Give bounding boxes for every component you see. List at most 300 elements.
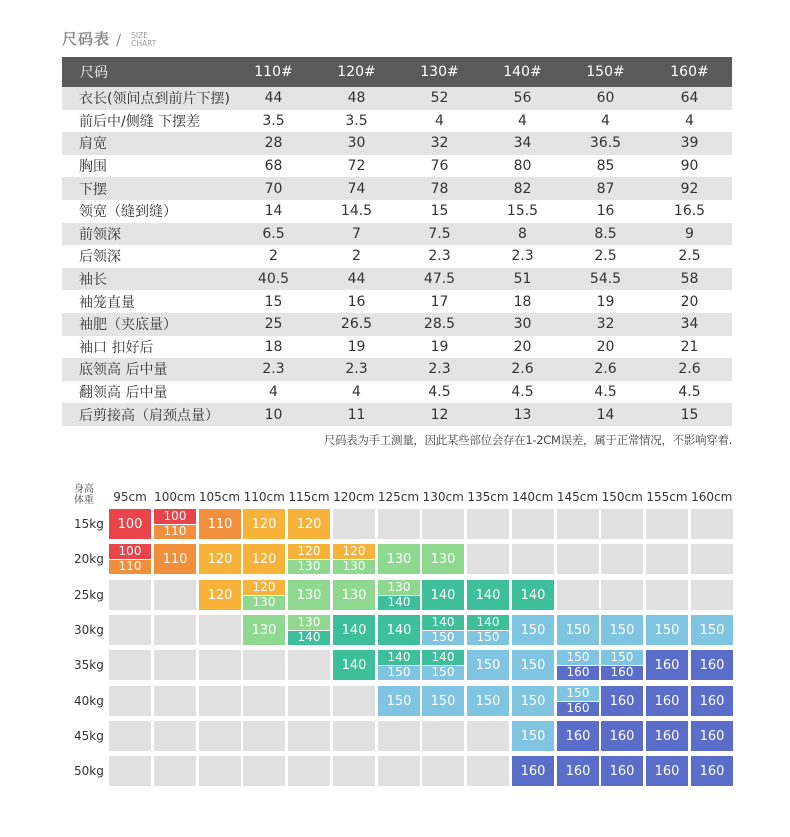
size-label: 120 — [243, 509, 285, 539]
size-label: 150 — [467, 631, 509, 646]
size-cell — [512, 721, 554, 751]
table-cell: 2 — [315, 245, 398, 268]
size-label: 140 — [512, 580, 554, 610]
size-cell — [378, 615, 420, 645]
table-cell: 34 — [481, 132, 564, 155]
table-cell: 78 — [398, 177, 481, 200]
size-cell — [378, 580, 420, 610]
size-label: 160 — [646, 756, 688, 786]
table-cell: 32 — [564, 313, 647, 336]
table-cell: 17 — [398, 290, 481, 313]
table-row — [62, 200, 732, 223]
table-cell: 16 — [564, 200, 647, 223]
measurement-label: 下摆 — [62, 177, 232, 200]
size-label: 130 — [422, 544, 464, 574]
size-cell — [512, 686, 554, 716]
size-label: 140 — [288, 631, 330, 646]
table-cell: 26.5 — [315, 313, 398, 336]
table-row — [62, 155, 732, 178]
measurement-label: 袖笼直量 — [62, 290, 232, 313]
empty-cell — [154, 580, 196, 610]
size-cell — [467, 615, 509, 645]
table-cell: 2.3 — [481, 245, 564, 268]
table-cell: 2.5 — [647, 245, 732, 268]
size-cell — [467, 650, 509, 680]
empty-cell — [154, 721, 196, 751]
table-cell: 2.6 — [481, 358, 564, 381]
table-cell: 2.3 — [232, 358, 315, 381]
measurement-label: 前领深 — [62, 223, 232, 246]
size-label: 150 — [601, 650, 643, 666]
size-label: 120 — [243, 544, 285, 574]
page-title: 尺码表 — [62, 30, 111, 48]
table-cell: 8.5 — [564, 223, 647, 246]
size-cell — [243, 615, 285, 645]
table-cell: 2 — [232, 245, 315, 268]
measurement-label: 后领深 — [62, 245, 232, 268]
table-cell: 74 — [315, 177, 398, 200]
empty-cell — [243, 650, 285, 680]
empty-cell — [467, 544, 509, 574]
height-header: 105cm — [198, 490, 241, 504]
height-header: 125cm — [377, 490, 420, 504]
empty-cell — [109, 686, 151, 716]
size-label: 150 — [378, 666, 420, 681]
empty-cell — [288, 686, 330, 716]
size-table — [62, 57, 732, 426]
size-label: 160 — [601, 721, 643, 751]
table-cell: 3.5 — [315, 110, 398, 133]
height-header: 155cm — [646, 490, 688, 504]
size-cell — [422, 615, 464, 645]
size-label: 150 — [512, 721, 554, 751]
size-label: 120 — [243, 580, 285, 596]
table-cell: 51 — [481, 268, 564, 291]
table-cell: 30 — [315, 132, 398, 155]
size-label: 160 — [691, 650, 733, 680]
table-cell: 4.5 — [398, 381, 481, 404]
table-cell: 48 — [315, 87, 398, 110]
empty-cell — [109, 580, 151, 610]
size-label: 120 — [333, 544, 375, 560]
empty-cell — [646, 580, 688, 610]
empty-cell — [378, 509, 420, 539]
table-cell: 4 — [315, 381, 398, 404]
table-cell: 4.5 — [481, 381, 564, 404]
size-cell — [646, 650, 688, 680]
size-cell — [378, 650, 420, 680]
size-cell — [601, 756, 643, 786]
height-header: 145cm — [556, 490, 599, 504]
size-cell — [422, 580, 464, 610]
size-label: 140 — [422, 650, 464, 666]
size-label: 150 — [422, 631, 464, 646]
empty-cell — [646, 544, 688, 574]
measurement-label: 翻领高 后中量 — [62, 381, 232, 404]
size-label: 140 — [467, 615, 509, 631]
size-label: 110 — [199, 509, 241, 539]
size-cell — [557, 756, 599, 786]
measurement-label: 后剪接高（肩颈点量） — [62, 403, 232, 426]
table-cell: 85 — [564, 155, 647, 178]
empty-cell — [422, 509, 464, 539]
empty-cell — [199, 650, 241, 680]
table-cell: 2.6 — [647, 358, 732, 381]
size-label: 110 — [109, 560, 151, 575]
table-cell: 3.5 — [232, 110, 315, 133]
size-label: 130 — [333, 560, 375, 575]
measurement-label: 底领高 后中量 — [62, 358, 232, 381]
size-cell — [378, 544, 420, 574]
table-cell: 2.6 — [564, 358, 647, 381]
empty-cell — [512, 544, 554, 574]
height-header: 95cm — [113, 490, 147, 504]
size-label: 120 — [199, 544, 241, 574]
size-cell — [557, 615, 599, 645]
table-cell: 18 — [481, 290, 564, 313]
measurement-label: 衣长(领间点到前片下摆) — [62, 87, 232, 110]
size-label: 160 — [646, 721, 688, 751]
size-cell — [333, 544, 375, 574]
size-label: 160 — [691, 756, 733, 786]
table-cell: 2.5 — [564, 245, 647, 268]
table-cell: 2.3 — [398, 245, 481, 268]
empty-cell — [691, 509, 733, 539]
size-cell — [422, 650, 464, 680]
table-cell: 14.5 — [315, 200, 398, 223]
empty-cell — [243, 686, 285, 716]
size-label: 160 — [557, 702, 599, 717]
size-cell — [601, 650, 643, 680]
empty-cell — [109, 756, 151, 786]
height-header: 135cm — [467, 490, 509, 504]
size-label: 150 — [557, 686, 599, 702]
size-label: 150 — [557, 615, 599, 645]
size-cell — [691, 686, 733, 716]
size-cell — [243, 509, 285, 539]
empty-cell — [199, 721, 241, 751]
column-header: 160# — [647, 57, 732, 87]
weight-header: 45kg — [74, 728, 104, 743]
size-cell — [691, 650, 733, 680]
size-label: 150 — [422, 686, 464, 716]
table-cell: 11 — [315, 403, 398, 426]
size-label: 140 — [422, 580, 464, 610]
table-cell: 72 — [315, 155, 398, 178]
column-header: 140# — [481, 57, 564, 87]
table-cell: 44 — [315, 268, 398, 291]
size-cell — [288, 509, 330, 539]
table-cell: 92 — [647, 177, 732, 200]
size-label: 130 — [288, 580, 330, 610]
table-row — [62, 358, 732, 381]
empty-cell — [109, 650, 151, 680]
table-row — [62, 268, 732, 291]
empty-cell — [199, 756, 241, 786]
size-label: 160 — [691, 686, 733, 716]
weight-header: 40kg — [74, 693, 104, 708]
table-cell: 10 — [232, 403, 315, 426]
size-label: 160 — [646, 650, 688, 680]
table-cell: 54.5 — [564, 268, 647, 291]
empty-cell — [154, 686, 196, 716]
empty-cell — [557, 544, 599, 574]
measurement-label: 袖口 扣好后 — [62, 336, 232, 359]
table-cell: 16.5 — [647, 200, 732, 223]
measurement-label: 肩宽 — [62, 132, 232, 155]
size-label: 160 — [646, 686, 688, 716]
table-cell: 28.5 — [398, 313, 481, 336]
empty-cell — [378, 756, 420, 786]
size-label: 160 — [557, 756, 599, 786]
empty-cell — [154, 650, 196, 680]
size-cell — [288, 615, 330, 645]
table-cell: 82 — [481, 177, 564, 200]
weight-header: 30kg — [74, 622, 104, 637]
table-cell: 21 — [647, 336, 732, 359]
size-cell — [646, 756, 688, 786]
height-header: 120cm — [333, 490, 375, 504]
measurement-label: 胸围 — [62, 155, 232, 178]
table-row — [62, 336, 732, 359]
size-cell — [691, 756, 733, 786]
size-cell — [288, 580, 330, 610]
empty-cell — [333, 756, 375, 786]
table-row — [62, 381, 732, 404]
table-cell: 80 — [481, 155, 564, 178]
table-cell: 15 — [232, 290, 315, 313]
table-row — [62, 223, 732, 246]
empty-cell — [467, 756, 509, 786]
size-label: 130 — [288, 615, 330, 631]
empty-cell — [154, 615, 196, 645]
size-label: 160 — [557, 721, 599, 751]
page-header — [62, 28, 156, 49]
weight-header: 35kg — [74, 658, 104, 673]
table-row — [62, 87, 732, 110]
size-label: 160 — [601, 686, 643, 716]
size-label: 130 — [333, 580, 375, 610]
empty-cell — [243, 756, 285, 786]
size-label: 130 — [378, 580, 420, 596]
size-label: 150 — [378, 686, 420, 716]
height-header: 130cm — [422, 490, 464, 504]
size-label: 150 — [512, 615, 554, 645]
measurement-label: 前后中/侧缝 下摆差 — [62, 110, 232, 133]
empty-cell — [646, 509, 688, 539]
table-cell: 8 — [481, 223, 564, 246]
size-cell — [199, 544, 241, 574]
size-label: 150 — [646, 615, 688, 645]
title-english-line2: CHART — [131, 39, 157, 48]
height-header: 100cm — [154, 490, 196, 504]
table-cell: 19 — [315, 336, 398, 359]
size-cell — [288, 544, 330, 574]
size-label: 160 — [512, 756, 554, 786]
table-cell: 70 — [232, 177, 315, 200]
size-label: 100 — [109, 544, 151, 560]
table-cell: 44 — [232, 87, 315, 110]
table-row — [62, 132, 732, 155]
size-cell — [199, 580, 241, 610]
size-label: 150 — [467, 686, 509, 716]
size-cell — [646, 686, 688, 716]
size-cell — [601, 721, 643, 751]
height-header: 115cm — [288, 490, 330, 504]
size-label: 140 — [378, 615, 420, 645]
weight-header: 20kg — [74, 552, 104, 567]
empty-cell — [288, 721, 330, 751]
table-cell: 4.5 — [647, 381, 732, 404]
size-label: 110 — [154, 544, 196, 574]
size-label: 150 — [691, 615, 733, 645]
height-header: 140cm — [512, 490, 554, 504]
size-label: 150 — [557, 650, 599, 666]
table-cell: 60 — [564, 87, 647, 110]
empty-cell — [199, 686, 241, 716]
table-cell: 13 — [481, 403, 564, 426]
size-label: 130 — [243, 615, 285, 645]
table-cell: 20 — [481, 336, 564, 359]
table-cell: 56 — [481, 87, 564, 110]
table-cell: 4 — [647, 110, 732, 133]
table-cell: 7.5 — [398, 223, 481, 246]
table-row — [62, 177, 732, 200]
size-label: 140 — [378, 596, 420, 611]
empty-cell — [467, 721, 509, 751]
table-cell: 15 — [647, 403, 732, 426]
size-label: 100 — [109, 509, 151, 539]
table-cell: 7 — [315, 223, 398, 246]
table-row — [62, 313, 732, 336]
size-cell — [243, 544, 285, 574]
column-header: 130# — [398, 57, 481, 87]
size-cell — [333, 650, 375, 680]
empty-cell — [601, 580, 643, 610]
table-cell: 32 — [398, 132, 481, 155]
size-table-body — [62, 87, 732, 426]
empty-cell — [243, 721, 285, 751]
size-label: 110 — [154, 525, 196, 540]
size-cell — [422, 544, 464, 574]
size-label: 150 — [467, 650, 509, 680]
size-cell — [512, 580, 554, 610]
size-label: 120 — [288, 544, 330, 560]
table-cell: 2.3 — [315, 358, 398, 381]
size-table-header — [62, 57, 732, 87]
empty-cell — [199, 615, 241, 645]
size-label: 140 — [378, 650, 420, 666]
empty-cell — [691, 580, 733, 610]
table-cell: 47.5 — [398, 268, 481, 291]
empty-cell — [288, 650, 330, 680]
table-row — [62, 110, 732, 133]
size-cell — [378, 686, 420, 716]
table-cell: 52 — [398, 87, 481, 110]
size-cell — [154, 544, 196, 574]
size-label: 140 — [333, 615, 375, 645]
table-cell: 90 — [647, 155, 732, 178]
title-slash: / — [116, 31, 122, 49]
size-cell — [512, 756, 554, 786]
table-cell: 19 — [564, 290, 647, 313]
height-header: 150cm — [601, 490, 643, 504]
table-cell: 20 — [564, 336, 647, 359]
table-cell: 4 — [564, 110, 647, 133]
size-cell — [333, 615, 375, 645]
empty-cell — [601, 544, 643, 574]
size-label: 140 — [467, 580, 509, 610]
table-cell: 4 — [232, 381, 315, 404]
table-cell: 40.5 — [232, 268, 315, 291]
size-cell — [333, 580, 375, 610]
table-cell: 4 — [398, 110, 481, 133]
table-cell: 68 — [232, 155, 315, 178]
empty-cell — [154, 756, 196, 786]
weight-header: 50kg — [74, 764, 104, 779]
column-header: 尺码 — [62, 57, 232, 87]
table-cell: 87 — [564, 177, 647, 200]
table-cell: 34 — [647, 313, 732, 336]
size-label: 160 — [601, 756, 643, 786]
title-english — [131, 32, 156, 49]
table-cell: 14 — [564, 403, 647, 426]
table-cell: 19 — [398, 336, 481, 359]
table-cell: 15 — [398, 200, 481, 223]
size-label: 130 — [288, 560, 330, 575]
table-cell: 9 — [647, 223, 732, 246]
size-cell — [646, 615, 688, 645]
empty-cell — [467, 509, 509, 539]
title-english-line1: SIZE — [131, 31, 148, 40]
table-cell: 15.5 — [481, 200, 564, 223]
weight-header: 25kg — [74, 587, 104, 602]
size-cell — [601, 686, 643, 716]
table-row — [62, 403, 732, 426]
size-cell — [646, 721, 688, 751]
size-cell — [199, 509, 241, 539]
table-cell: 14 — [232, 200, 315, 223]
table-cell: 16 — [315, 290, 398, 313]
table-cell: 12 — [398, 403, 481, 426]
size-cell — [512, 650, 554, 680]
size-label: 150 — [422, 666, 464, 681]
empty-cell — [333, 686, 375, 716]
measurement-label: 袖长 — [62, 268, 232, 291]
empty-cell — [557, 580, 599, 610]
size-cell — [109, 544, 151, 574]
table-cell: 2.3 — [398, 358, 481, 381]
column-header: 150# — [564, 57, 647, 87]
table-cell: 58 — [647, 268, 732, 291]
corner-weight-label: 体重 — [74, 495, 94, 506]
table-cell: 25 — [232, 313, 315, 336]
size-cell — [467, 580, 509, 610]
size-cell — [691, 721, 733, 751]
table-cell: 28 — [232, 132, 315, 155]
table-row — [62, 245, 732, 268]
size-label: 120 — [199, 580, 241, 610]
empty-cell — [422, 756, 464, 786]
size-label: 160 — [557, 666, 599, 681]
size-cell — [422, 686, 464, 716]
empty-cell — [109, 615, 151, 645]
size-label: 160 — [601, 666, 643, 681]
size-cell — [467, 686, 509, 716]
table-cell: 18 — [232, 336, 315, 359]
table-cell: 39 — [647, 132, 732, 155]
size-label: 150 — [512, 650, 554, 680]
